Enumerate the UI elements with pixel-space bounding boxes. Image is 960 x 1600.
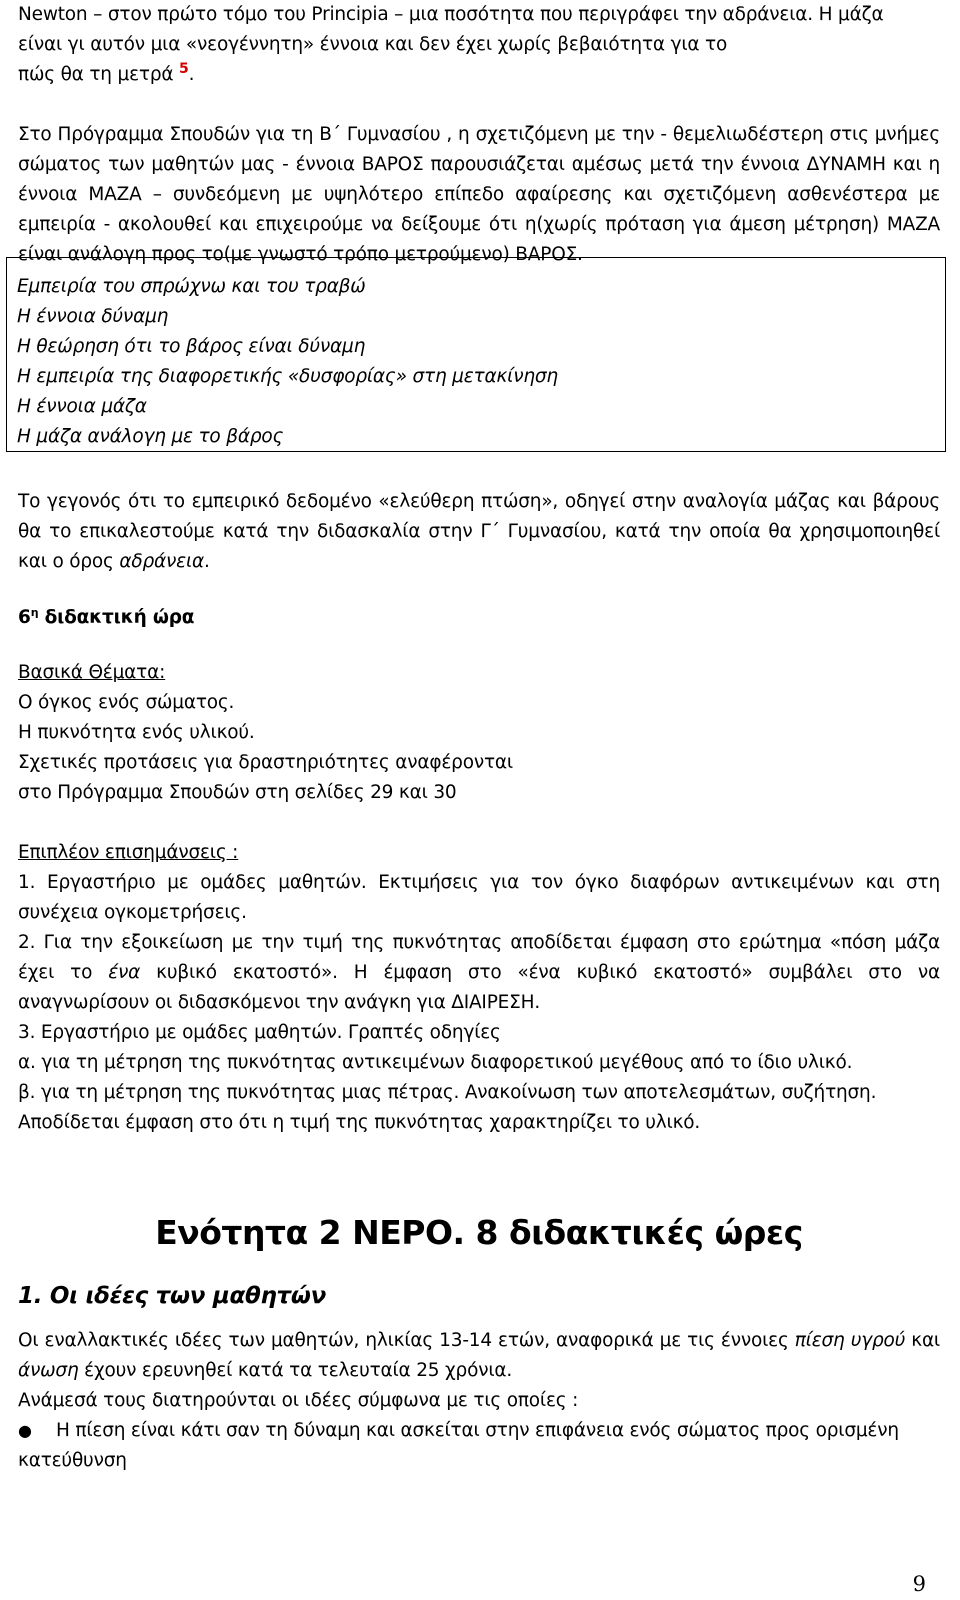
free-fall-end: . [204, 551, 210, 572]
hour-label: διδακτική ώρα [38, 607, 195, 629]
intro-line-3-text: πώς θα τη μετρά [18, 64, 174, 85]
term-buoyancy: άνωση [18, 1360, 79, 1381]
topic-item: στο Πρόγραμμα Σπουδών στη σελίδες 29 και 30 [18, 782, 457, 803]
program-paragraph [18, 120, 940, 270]
hour-heading [18, 598, 940, 633]
topic-item: Η πυκνότητα ενός υλικού. [18, 722, 255, 743]
free-fall-paragraph [18, 487, 940, 577]
bullet-icon: ● [18, 1421, 32, 1440]
ideas-intro: Ανάμεσά τους διατηρούνται οι ιδέες σύμφωνα με τις οποίες : [18, 1390, 579, 1411]
section-title: 1. Οι ιδέες των μαθητών [18, 1283, 326, 1309]
hour-sup: η [30, 606, 39, 619]
hour-number: 6 [18, 607, 31, 629]
remark-2-italic: ένα [108, 962, 141, 983]
intro-line-1: Newton – στον πρώτο τόμο του Principia – μια ποσότητα που περιγράφει την αδράνεια. Η μάζα [18, 4, 884, 25]
remark-1: 1. Εργαστήριο με ομάδες μαθητών. Εκτιμήσεις για τον όγκο διαφόρων αντικειμένων και στη συνέχεια ογκομετρήσεις. [18, 872, 940, 923]
inertia-term: αδράνεια [119, 551, 204, 572]
remark-2 [18, 928, 940, 1018]
remarks [18, 838, 940, 1138]
remark-3b: β. για τη μέτρηση της πυκνότητας μιας πέτρας. Ανακοίνωση των αποτελεσμάτων, συζήτηση. [18, 1082, 877, 1103]
ideas-text-b: και [905, 1330, 940, 1351]
topic-item: Ο όγκος ενός σώματος. [18, 692, 235, 713]
bullet-text: Η πίεση είναι κάτι σαν τη δύναμη και ασκείται στην επιφάνεια ενός σώματος προς ορισμένη κατεύθυνση [18, 1420, 899, 1471]
ideas-text-c: έχουν ερευνηθεί κατά τα τελευταία 25 χρόνια. [78, 1360, 513, 1381]
term-liquid-pressure: πίεση υγρού [794, 1330, 906, 1351]
intro-line-3-end: . [188, 64, 195, 85]
remark-3a: α. για τη μέτρηση της πυκνότητας αντικειμένων διαφορετικού μεγέθους από το ίδιο υλικό. [18, 1052, 853, 1073]
remark-3: 3. Εργαστήριο με ομάδες μαθητών. Γραπτές οδηγίες [18, 1022, 501, 1043]
ideas-section [18, 1326, 940, 1476]
footnote-ref[interactable]: 5 [179, 60, 189, 77]
topic-item: Σχετικές προτάσεις για δραστηριότητες αναφέρονται [18, 752, 513, 773]
chapter-heading [18, 1213, 940, 1252]
ideas-text-a: Οι εναλλακτικές ιδέες των μαθητών, ηλικίας 13-14 ετών, αναφορικά με τις έννοιες [18, 1330, 795, 1351]
concept-sequence-box [6, 257, 946, 452]
box-line: Η θεώρηση ότι το βάρος είναι δύναμη [17, 336, 366, 357]
box-line: Εμπειρία του σπρώχνω και του τραβώ [17, 276, 366, 297]
intro-line-3 [18, 60, 940, 90]
intro-paragraph [18, 0, 940, 90]
section-title-block [18, 1283, 940, 1309]
list-item [18, 1416, 940, 1476]
page-number: 9 [912, 1572, 926, 1596]
remark-2-a: 2. Για την εξοικείωση με την τιμή της πυκνότητας αποδίδεται έμφαση στο ερώτημα «πόση μάζα έχει το [18, 932, 940, 983]
basic-topics [18, 658, 940, 808]
remark-2-b: κυβικό εκατοστό». Η έμφαση στο «ένα κυβικό εκατοστό» συμβάλει στο να αναγνωρίσουν οι διδασκόμενοι την ανάγκη για ΔΙΑΙΡΕΣΗ. [18, 962, 940, 1013]
box-line: Η εμπειρία της διαφορετικής «δυσφορίας» στη μετακίνηση [17, 366, 558, 387]
box-line: Η μάζα ανάλογη με το βάρος [17, 426, 284, 447]
free-fall-text: Το γεγονός ότι το εμπειρικό δεδομένο «ελεύθερη πτώση», οδηγεί στην αναλογία μάζας και βάρους θα το επικαλεστούμε κατά την διδασκαλία στην Γ΄ Γυμνασίου, κατά την οποία θα χρησιμοποιηθεί και ο όρος [18, 491, 940, 572]
program-text: Στο Πρόγραμμα Σπουδών για τη Β΄ Γυμνασίου , η σχετιζόμενη με την - θεμελιωδέστερη στις μνήμες σώματος των μαθητών μας - έννοια ΒΑΡΟΣ παρουσιάζεται αμέσως μετά την έννοια ΔΥΝΑΜΗ και η έννοια ΜΑΖΑ – συνδεόμενη με υψηλότερο επίπεδο αφαίρεσης και σχετιζόμενη ασθενέστερα με εμπειρία - ακολουθεί και επιχειρούμε να δείξουμε ότι η(χωρίς πρόταση για άμεση μέτρηση) ΜΑΖΑ είναι ανάλογη προς το(με γνωστό τρόπο μετρούμενο) ΒΑΡΟΣ. [18, 124, 940, 265]
remarks-heading: Επιπλέον επισημάνσεις : [18, 842, 239, 863]
chapter-title: Ενότητα 2 ΝΕΡΟ. 8 διδακτικές ώρες [155, 1213, 803, 1252]
basic-topics-heading: Βασικά Θέματα: [18, 662, 166, 683]
box-line: Η έννοια δύναμη [17, 306, 169, 327]
box-line: Η έννοια μάζα [17, 396, 147, 417]
ideas-paragraph [18, 1326, 940, 1386]
remark-3c: Αποδίδεται έμφαση στο ότι η τιμή της πυκνότητας χαρακτηρίζει το υλικό. [18, 1112, 701, 1133]
intro-line-2: είναι γι αυτόν μια «νεογέννητη» έννοια και δεν έχει χωρίς βεβαιότητα για το [18, 34, 728, 55]
